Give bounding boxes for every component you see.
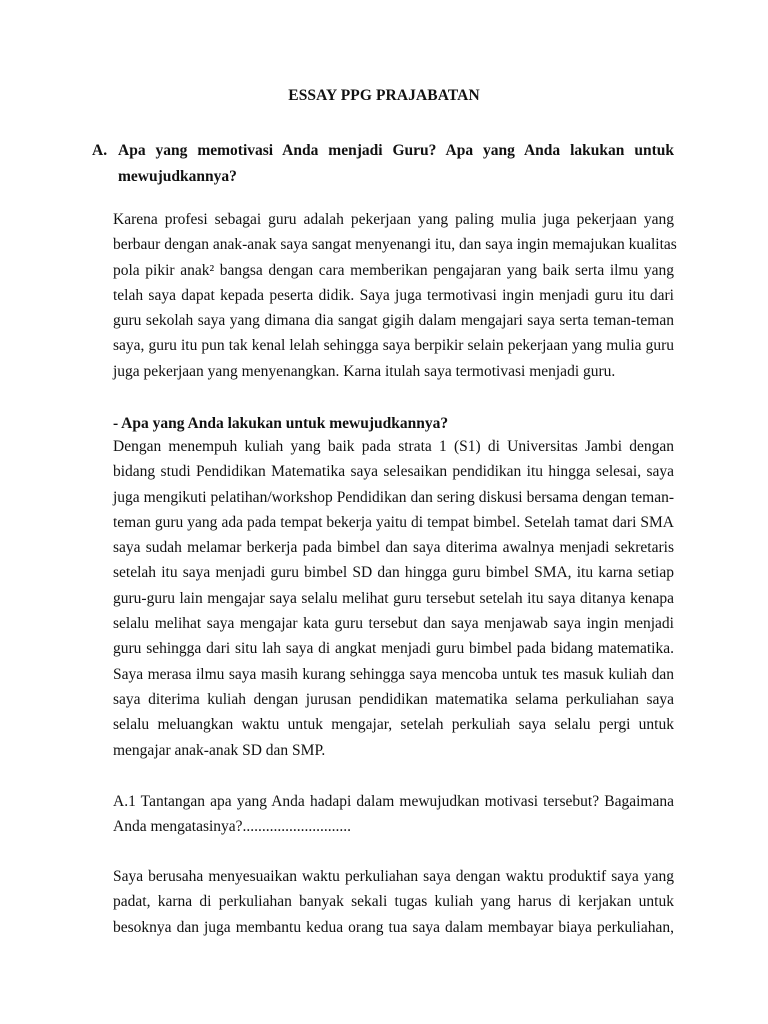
paragraph-line: Karena profesi sebagai guru adalah pekerjaan yang paling mulia juga pekerjaan yang	[113, 211, 674, 228]
paragraph-line: selalu melihat saya mengajar kata guru tersebut dan saya menjawab saya ingin menjadi	[113, 615, 674, 633]
paragraph-line: Dengan menempuh kuliah yang baik pada strata 1 (S1) di Universitas Jambi dengan	[113, 438, 674, 455]
paragraph-line: berbaur dengan anak-anak saya sangat menyenangi itu, dan saya ingin memajukan kualitas	[113, 236, 677, 254]
paragraph-line: mengajar anak-anak SD dan SMP.	[113, 741, 326, 759]
paragraph-line: juga pekerjaan yang menyenangkan. Karna itulah saya termotivasi menjadi guru.	[113, 362, 616, 380]
paragraph-line: saya, guru itu pun tak kenal lelah sehingga saya berpikir selain pekerjaan yang mulia guru	[113, 337, 674, 355]
paragraph-line: juga mengikuti pelatihan/workshop Pendidikan dan sering diskusi bersama dengan teman-	[113, 488, 674, 506]
paragraph-line: Saya berusaha menyesuaikan waktu perkuliahan saya dengan waktu produktif saya yang	[113, 868, 674, 885]
paragraph-line: bidang studi Pendidikan Matematika saya selesaikan pendidikan itu hingga selesai, saya	[113, 463, 674, 481]
paragraph-line: guru-guru lain mengajar saya selalu melihat guru tersebut setelah itu saya ditanya kenapa	[113, 589, 674, 607]
paragraph-line: selalu meluangkan waktu untuk mengajar, setelah perkuliah saya selalu pergi untuk	[113, 716, 674, 734]
paragraph-line: saya diterima kuliah dengan jurusan pendidikan matematika selama perkuliahan saya	[113, 690, 674, 708]
paragraph-actions	[113, 434, 674, 763]
paragraph-line: pola pikir anak² bangsa dengan cara memberikan pengajaran yang baik serta ilmu yang	[113, 261, 674, 279]
paragraph-line: guru sekolah saya yang dimana dia sangat gigih dalam mengajari saya serta teman-teman	[113, 312, 674, 330]
section-a-label: A.	[92, 142, 108, 159]
paragraph-line: A.1 Tantangan apa yang Anda hadapi dalam mewujudkan motivasi tersebut? Bagaimana	[113, 793, 674, 810]
section-a-question	[118, 138, 674, 190]
paragraph-line: teman guru yang ada pada tempat bekerja yaitu di tempat bimbel. Setelah tamat dari SMA	[113, 513, 674, 531]
question-a1	[113, 789, 674, 840]
paragraph-line: saya sudah melamar berkerja pada bimbel dan saya diterima awalnya menjadi sekretaris	[113, 539, 674, 557]
paragraph-line: Anda mengatasinya?............................	[113, 818, 352, 836]
paragraph-challenges	[113, 864, 674, 940]
paragraph-line: setelah itu saya menjadi guru bimbel SD dan hingga guru bimbel SMA, itu karna setiap	[113, 564, 674, 582]
paragraph-motivation	[113, 207, 677, 384]
document-title: ESSAY PPG PRAJABATAN	[288, 87, 480, 104]
subheading: - Apa yang Anda lakukan untuk mewujudkannya?	[113, 415, 449, 432]
paragraph-line: besoknya dan juga membantu kedua orang tua saya dalam membayar biaya perkuliahan,	[113, 918, 674, 936]
question-line: mewujudkannya?	[118, 168, 237, 185]
paragraph-line: padat, karna di perkuliahan banyak sekali tugas kuliah yang harus di kerjakan untuk	[113, 893, 674, 911]
paragraph-line: guru sehingga dari situ lah saya di angkat menjadi guru bimbel pada bidang matematika.	[113, 640, 674, 658]
paragraph-line: telah saya dapat kepada peserta didik. Saya juga termotivasi ingin menjadi guru itu dari	[113, 286, 674, 304]
question-line: Apa yang memotivasi Anda menjadi Guru? Apa yang Anda lakukan untuk	[118, 142, 674, 159]
paragraph-line: Saya merasa ilmu saya masih kurang sehingga saya mencoba untuk tes masuk kuliah dan	[113, 665, 674, 683]
